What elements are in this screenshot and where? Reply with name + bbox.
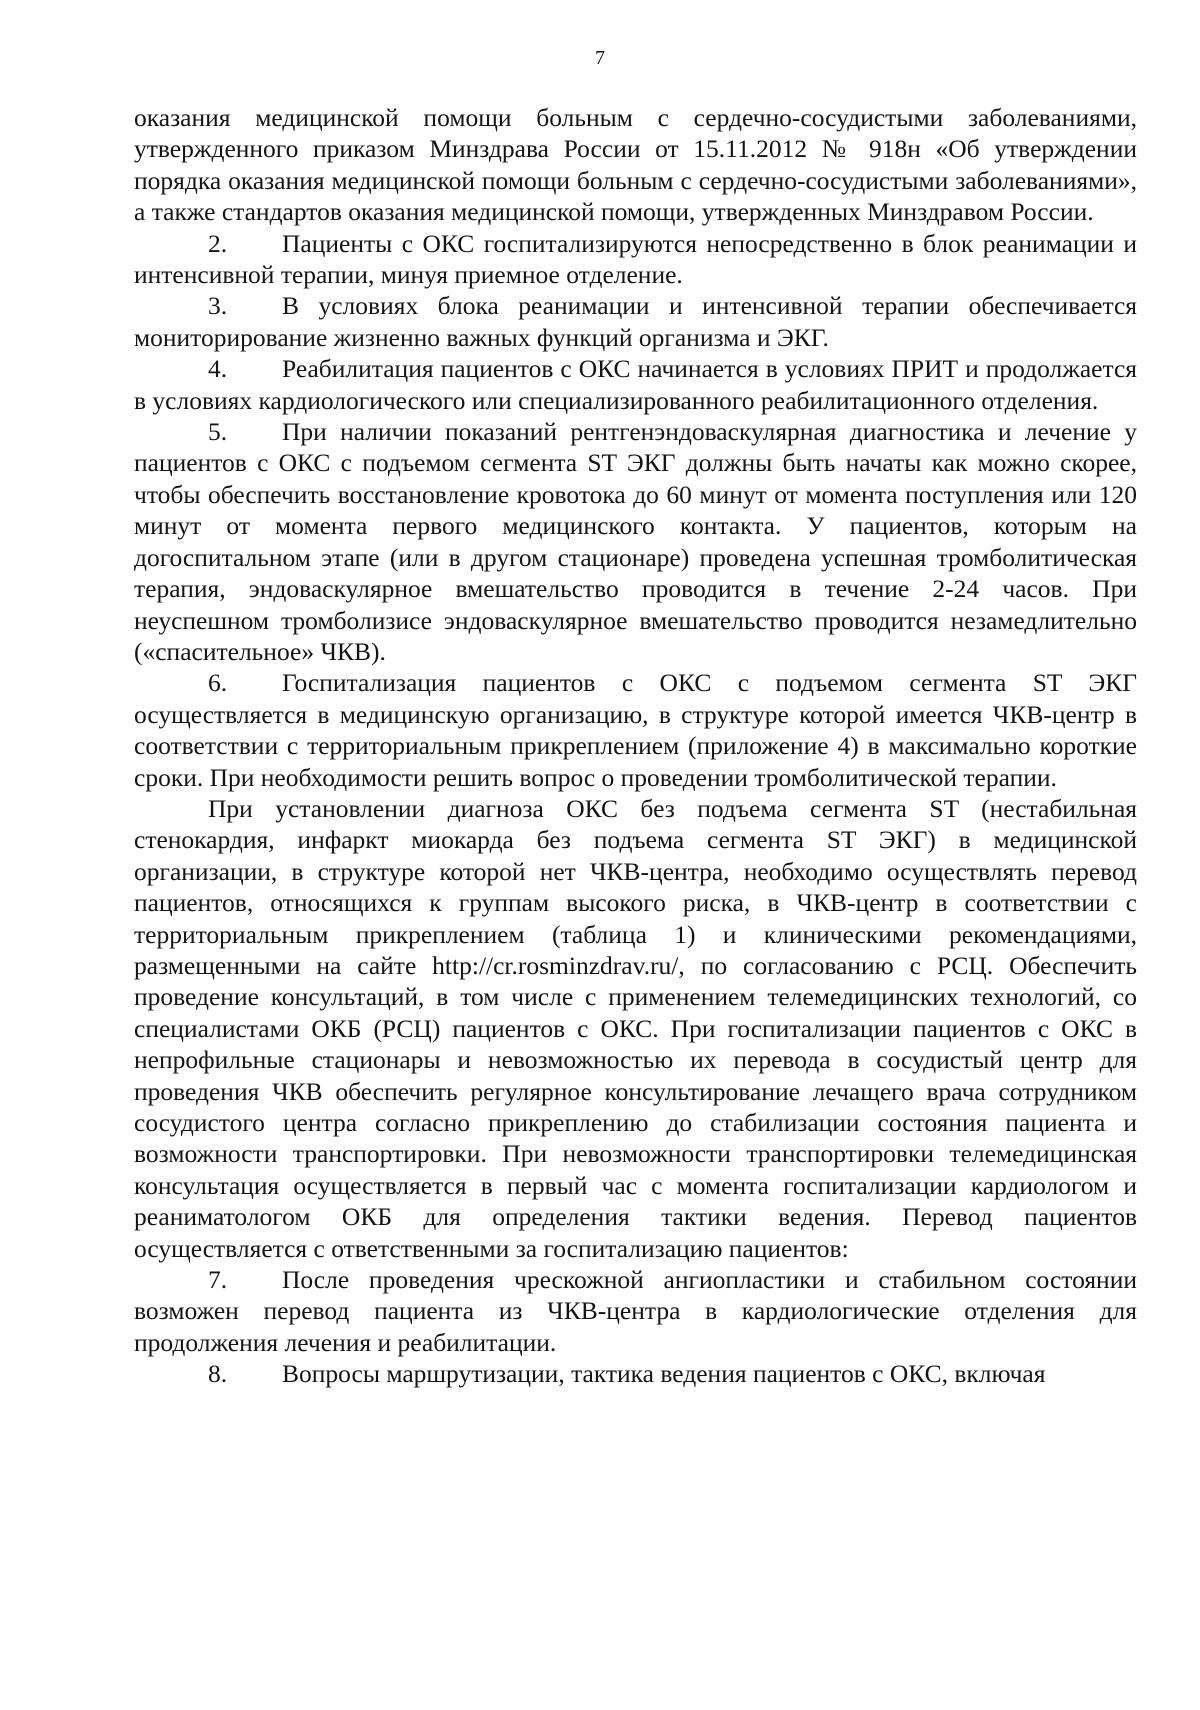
page-number: 7 [595, 47, 605, 69]
list-item-2 [134, 228, 1137, 291]
list-item-text: Пациенты с ОКС госпитализируются непосредственно в блок реанимации и интенсивной терапии, минуя приемное отделение. [134, 228, 1137, 290]
list-item-5 [134, 416, 1137, 667]
list-item-number: 7. [208, 1265, 228, 1295]
list-item-number: 6. [208, 668, 228, 698]
document-body [134, 102, 1137, 1390]
list-item-7 [134, 1264, 1137, 1358]
list-item-text: В условиях блока реанимации и интенсивной терапии обеспечивается мониторирование жизненно важных функций организма и ЭКГ. [134, 291, 1137, 352]
list-item-text: Реабилитация пациентов с ОКС начинается в условиях ПРИТ и продолжается в условиях кардиологического или специализированного реабилитационного отделения. [134, 354, 1137, 415]
list-item-text: Госпитализация пациентов с ОКС с подъемом сегмента ST ЭКГ осуществляется в медицинскую организацию, в структуре которой имеется ЧКВ-центр в соответствии с территориальным прикреплением (приложение 4) в максимально короткие сроки. При необходимости решить вопрос о проведении тромболитической терапии. [134, 668, 1137, 792]
list-item-8 [134, 1358, 1137, 1389]
list-item-6 [134, 667, 1137, 793]
list-item-4 [134, 353, 1137, 416]
list-item-number: 8. [208, 1359, 228, 1389]
list-item-number: 2. [208, 228, 228, 258]
list-item-3 [134, 290, 1137, 353]
list-item-text: При наличии показаний рентгенэндоваскулярная диагностика и лечение у пациентов с ОКС с подъемом сегмента ST ЭКГ должны быть начаты как можно скорее, чтобы обеспечить восстановление кровотока до 60 минут от момента поступления или 120 минут от момента первого медицинского контакта. У пациентов, которым на догоспитальном этапе (или в другом стационаре) проведена успешная тромболитическая терапия, эндоваскулярное вмешательство проводится в течение 2-24 часов. При неуспешном тромболизисе эндоваскулярное вмешательство проводится незамедлительно («спасительное» ЧКВ). [134, 417, 1137, 666]
list-item-number: 3. [208, 291, 228, 321]
list-item-number: 5. [208, 417, 228, 447]
intro-paragraph: оказания медицинской помощи больным с сердечно-сосудистыми заболеваниями, утвержденного приказом Минздрава России от 15.11.2012 № 918н «Об утверждении порядка оказания медицинской помощи больным с сердечно-сосудистыми заболеваниями», а также стандартов оказания медицинской помощи, утвержденных Минздравом России. [134, 103, 1137, 227]
list-item-text: Вопросы маршрутизации, тактика ведения пациентов с ОКС, включая [282, 1359, 1046, 1389]
nstemi-paragraph: При установлении диагноза ОКС без подъема сегмента ST (нестабильная стенокардия, инфаркт миокарда без подъема сегмента ST ЭКГ) в медицинской организации, в структуре которой нет ЧКВ-центра, необходимо осуществлять перевод пациентов, относящихся к группам высокого риска, в ЧКВ-центр в соответствии с территориальным прикреплением (таблица 1) и клиническими рекомендациями, размещенными на сайте http://cr.rosminzdrav.ru/, по согласованию с РСЦ. Обеспечить проведение консультаций, в том числе с применением телемедицинских технологий, со специалистами ОКБ (РСЦ) пациентов с ОКС. При госпитализации пациентов с ОКС в непрофильные стационары и невозможностью их перевода в сосудистый центр для проведения ЧКВ обеспечить регулярное консультирование лечащего врача сотрудником сосудистого центра согласно прикреплению до стабилизации состояния пациента и возможности транспортировки. При невозможности транспортировки телемедицинская консультация осуществляется в первый час с момента госпитализации кардиологом и реаниматологом ОКБ для определения тактики ведения. Перевод пациентов осуществляется с ответственными за госпитализацию пациентов: [134, 793, 1137, 1263]
list-item-text: После проведения чрескожной ангиопластики и стабильном состоянии возможен перевод пациента из ЧКВ-центра в кардиологические отделения для продолжения лечения и реабилитации. [134, 1265, 1137, 1357]
list-item-number: 4. [208, 354, 228, 384]
